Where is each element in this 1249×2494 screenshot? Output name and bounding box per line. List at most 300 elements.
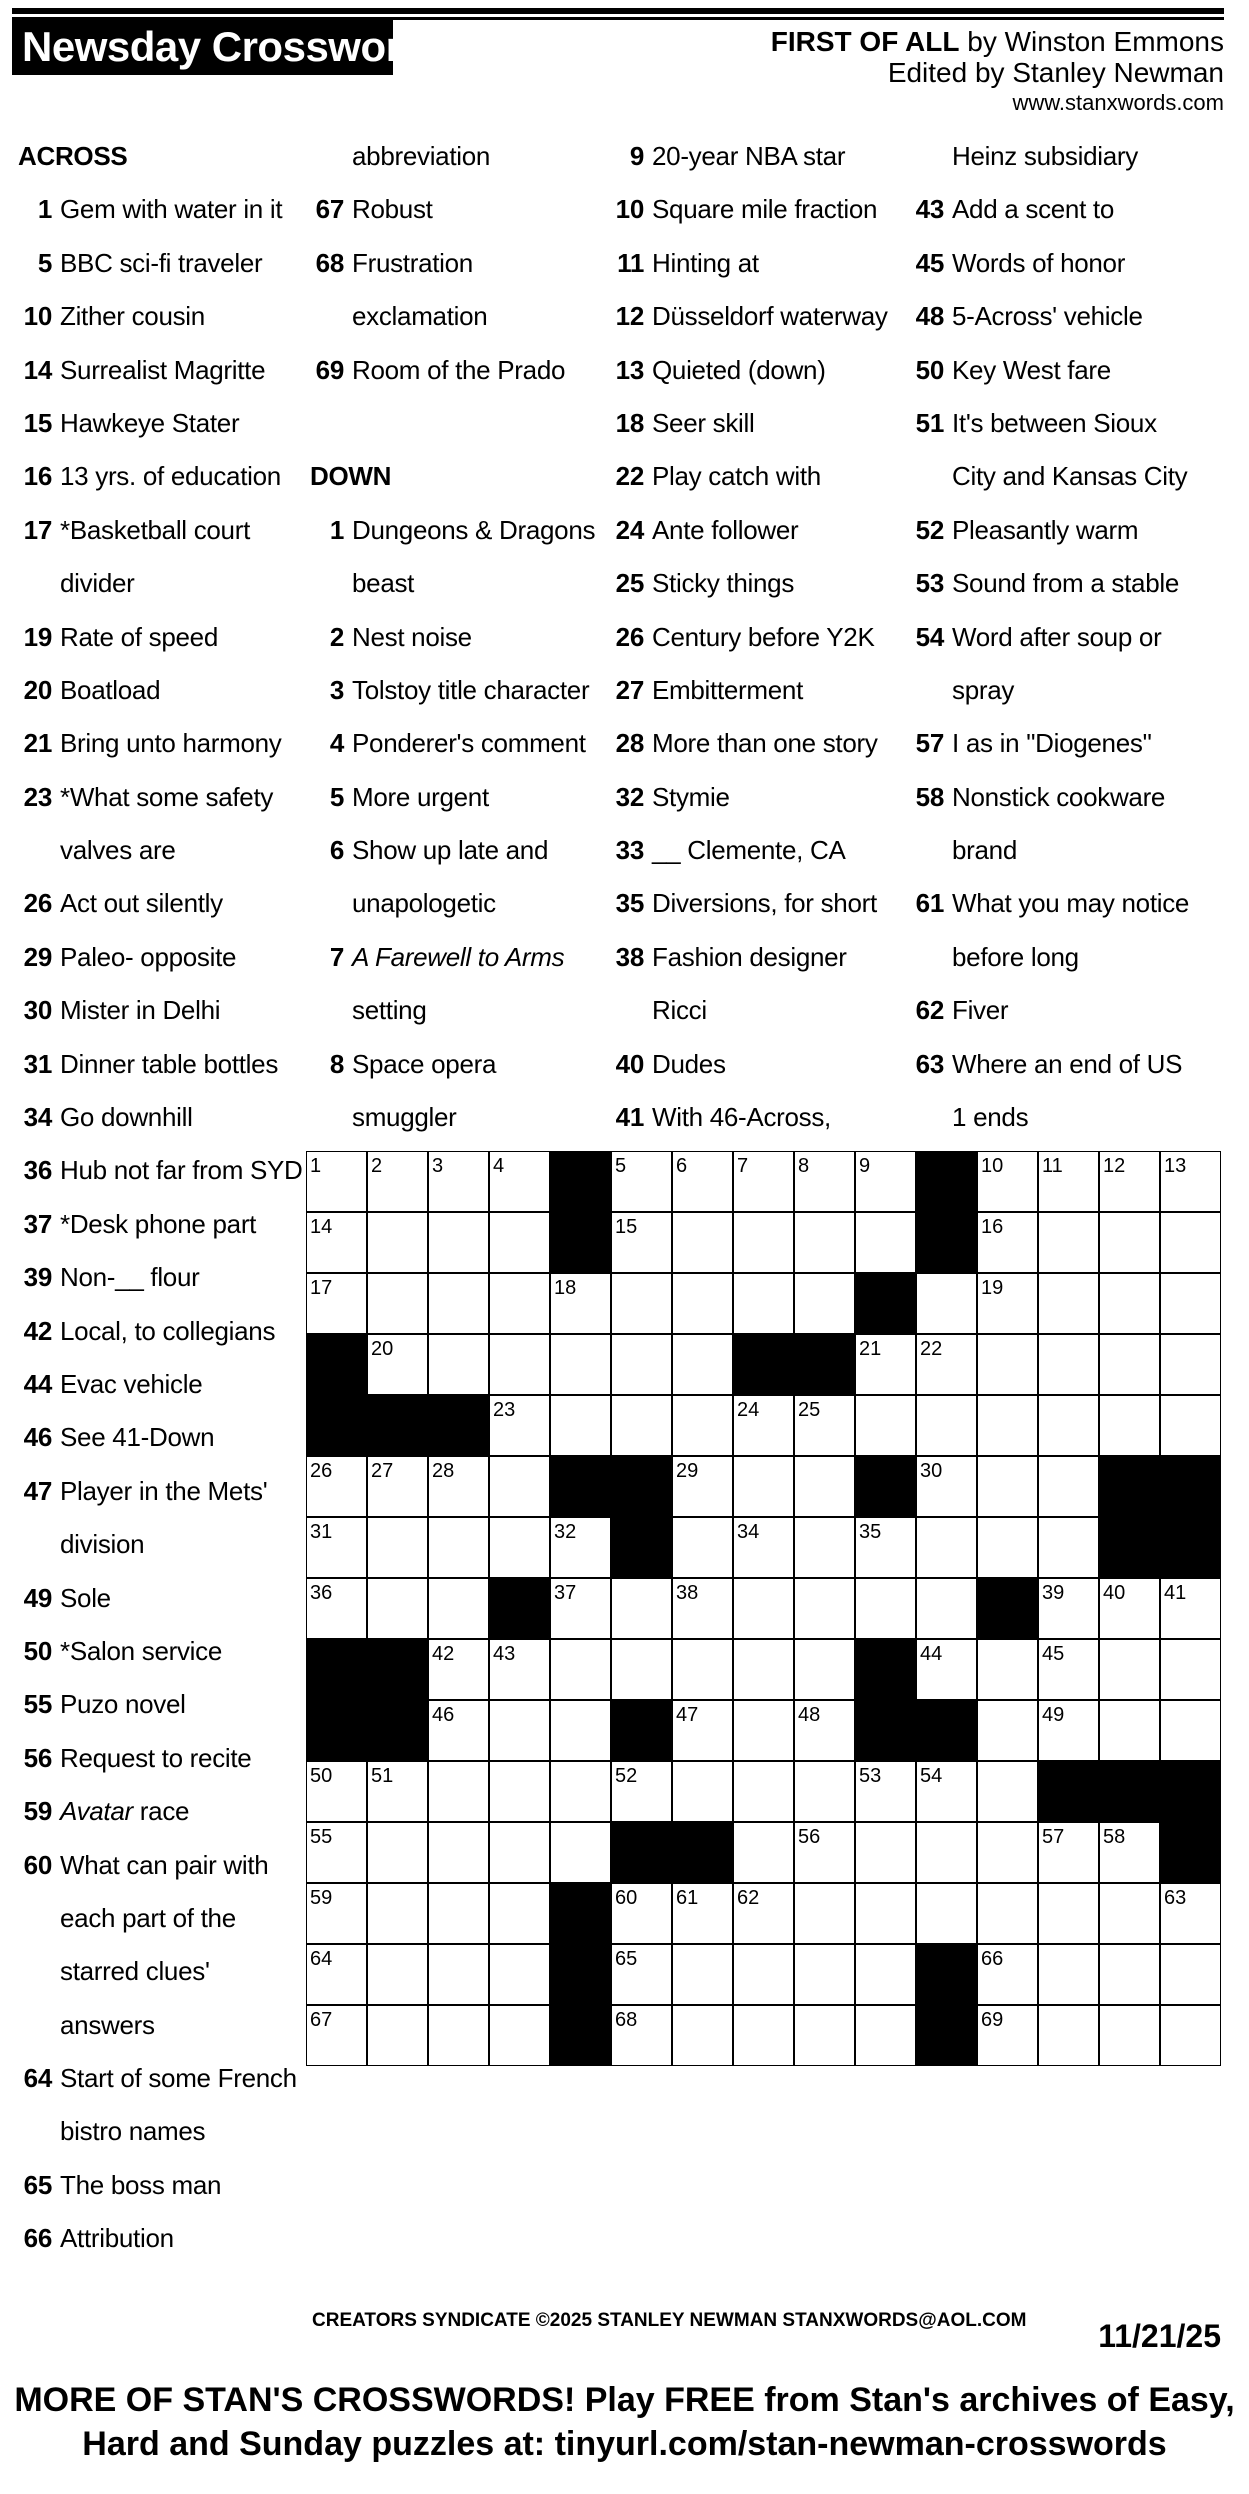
clue-number: 51	[915, 407, 944, 438]
grid-cell[interactable]	[794, 1456, 855, 1517]
clue	[610, 1091, 910, 1144]
clue	[310, 1038, 610, 1091]
clue-text: Room of the Prado	[352, 354, 566, 385]
cell-number: 47	[676, 1704, 699, 1726]
clue-number: 2	[329, 621, 344, 652]
clue	[18, 2159, 318, 2212]
grid-cell[interactable]	[794, 1639, 855, 1700]
clue	[910, 611, 1210, 664]
grid-block	[367, 1395, 428, 1456]
clue-continuation	[310, 1091, 610, 1144]
clue-text: answers	[60, 2009, 155, 2040]
grid-cell[interactable]	[794, 1883, 855, 1944]
clue-number: 58	[915, 781, 944, 812]
clue-text: Stymie	[652, 781, 730, 812]
clue-text: 5-Across' vehicle	[952, 301, 1143, 332]
grid-cell[interactable]	[1160, 1273, 1221, 1334]
grid-cell[interactable]	[977, 1822, 1038, 1883]
clue	[610, 771, 910, 824]
grid-cell[interactable]	[733, 1944, 794, 2005]
grid-cell[interactable]	[916, 1395, 977, 1456]
grid-cell[interactable]	[1038, 1944, 1099, 2005]
grid-cell[interactable]	[733, 1822, 794, 1883]
grid-cell[interactable]	[1099, 1700, 1160, 1761]
clue	[610, 1038, 910, 1091]
cell-number: 2	[371, 1155, 383, 1177]
clue-text: Key West fare	[952, 354, 1111, 385]
grid-cell[interactable]	[1160, 1639, 1221, 1700]
cell-number: 8	[798, 1155, 810, 1177]
grid-cell[interactable]	[367, 1273, 428, 1334]
grid-block	[1099, 1517, 1160, 1578]
grid-cell[interactable]	[489, 1212, 550, 1273]
clue-text: Diversions, for short	[652, 888, 877, 919]
clue	[18, 1198, 318, 1251]
grid-cell[interactable]	[855, 1944, 916, 2005]
clue-text: Fashion designer	[652, 941, 847, 972]
clue	[910, 183, 1210, 236]
clue	[910, 397, 1210, 450]
grid-cell[interactable]	[489, 1944, 550, 2005]
grid-cell[interactable]	[1160, 1212, 1221, 1273]
grid-cell[interactable]	[977, 1334, 1038, 1395]
grid-block	[916, 1212, 977, 1273]
clue-text: Tolstoy title character	[352, 674, 590, 705]
clue-text: Sole	[60, 1582, 111, 1613]
clue-text: What can pair with	[60, 1849, 269, 1880]
clue-text: brand	[952, 835, 1017, 866]
clue	[18, 1625, 318, 1678]
grid-cell[interactable]	[1160, 1700, 1221, 1761]
clue-text: smuggler	[352, 1102, 457, 1133]
clue	[910, 984, 1210, 1037]
grid-block	[306, 1395, 367, 1456]
clue-number: 66	[23, 2223, 52, 2254]
grid-cell[interactable]	[1038, 1334, 1099, 1395]
clue-text: BBC sci-fi traveler	[60, 247, 263, 278]
grid-cell[interactable]	[977, 1517, 1038, 1578]
grid-cell[interactable]	[367, 2005, 428, 2066]
cell-number: 58	[1103, 1826, 1126, 1848]
grid-cell[interactable]	[672, 1761, 733, 1822]
clue-text: Ricci	[652, 995, 707, 1026]
grid-cell[interactable]	[550, 1395, 611, 1456]
grid-block	[1160, 1456, 1221, 1517]
clue	[610, 183, 910, 236]
grid-cell[interactable]	[1038, 1517, 1099, 1578]
clue	[18, 1411, 318, 1464]
grid-cell[interactable]	[611, 1578, 672, 1639]
clue-text: valves are	[60, 835, 176, 866]
grid-cell[interactable]	[794, 2005, 855, 2066]
grid-cell[interactable]	[1038, 1456, 1099, 1517]
clue-number: 32	[615, 781, 644, 812]
clue-number: 47	[23, 1475, 52, 1506]
clue-number: 48	[915, 301, 944, 332]
clue-text: Space opera	[352, 1048, 497, 1079]
grid-cell[interactable]	[672, 1212, 733, 1273]
clue-number: 67	[315, 194, 344, 225]
grid-cell[interactable]	[794, 1944, 855, 2005]
cell-number: 18	[554, 1277, 577, 1299]
clue	[310, 344, 610, 397]
clue-text: Go downhill	[60, 1102, 193, 1133]
clue-text: Ponderer's comment	[352, 728, 586, 759]
clue-text: divider	[60, 568, 135, 599]
clue-number: 17	[23, 514, 52, 545]
grid-cell[interactable]	[977, 1883, 1038, 1944]
cell-number: 34	[737, 1521, 760, 1543]
cell-number: 69	[981, 2009, 1004, 2031]
clue-number: 5	[37, 247, 52, 278]
grid-cell[interactable]	[733, 1700, 794, 1761]
clue-number: 1	[329, 514, 344, 545]
grid-cell[interactable]	[1038, 1395, 1099, 1456]
grid-cell[interactable]	[1038, 1883, 1099, 1944]
grid-cell[interactable]	[855, 1212, 916, 1273]
grid-block	[1038, 1761, 1099, 1822]
grid-cell[interactable]	[733, 1212, 794, 1273]
clue-text: Nonstick cookware	[952, 781, 1166, 812]
grid-cell[interactable]	[794, 1578, 855, 1639]
grid-cell[interactable]	[1099, 2005, 1160, 2066]
crossword-grid[interactable]	[306, 1151, 1221, 2066]
grid-cell[interactable]	[489, 1822, 550, 1883]
cell-number: 66	[981, 1948, 1004, 1970]
grid-block	[550, 2005, 611, 2066]
clue-number: 55	[23, 1689, 52, 1720]
clue-text: Nest noise	[352, 621, 472, 652]
puzzle-date: 11/21/25	[1098, 2318, 1221, 2354]
grid-cell[interactable]	[1160, 2005, 1221, 2066]
clue-text: Hawkeye Stater	[60, 407, 240, 438]
clue-number: 3	[329, 674, 344, 705]
grid-cell[interactable]	[489, 1334, 550, 1395]
grid-cell[interactable]	[855, 1395, 916, 1456]
clue-continuation	[18, 557, 318, 610]
page-title: Newsday Crossword	[12, 18, 393, 75]
cell-number: 14	[310, 1216, 333, 1238]
clue	[310, 611, 610, 664]
grid-cell[interactable]	[672, 1639, 733, 1700]
grid-cell[interactable]	[550, 1639, 611, 1700]
clue-number: 68	[315, 247, 344, 278]
clue-continuation	[910, 931, 1210, 984]
cell-number: 68	[615, 2009, 638, 2031]
cell-number: 25	[798, 1399, 821, 1421]
clue-column-2	[310, 130, 610, 1144]
clue	[18, 1678, 318, 1731]
grid-block	[489, 1578, 550, 1639]
cell-number: 24	[737, 1399, 760, 1421]
cell-number: 35	[859, 1521, 882, 1543]
clue-continuation	[910, 1091, 1210, 1144]
grid-block	[611, 1822, 672, 1883]
grid-cell[interactable]	[1099, 1334, 1160, 1395]
cell-number: 32	[554, 1521, 577, 1543]
clue	[18, 877, 318, 930]
grid-cell[interactable]	[367, 1212, 428, 1273]
grid-block	[550, 1212, 611, 1273]
cell-number: 3	[432, 1155, 444, 1177]
clue	[18, 1465, 318, 1518]
grid-cell[interactable]	[672, 1944, 733, 2005]
clue-text: Mister in Delhi	[60, 995, 221, 1026]
grid-cell[interactable]	[733, 2005, 794, 2066]
grid-cell[interactable]	[916, 1883, 977, 1944]
grid-cell[interactable]	[550, 1822, 611, 1883]
clue-text: beast	[352, 568, 415, 599]
grid-cell[interactable]	[977, 1700, 1038, 1761]
grid-cell[interactable]	[855, 2005, 916, 2066]
grid-cell[interactable]	[489, 1700, 550, 1761]
clue-number: 18	[615, 407, 644, 438]
grid-block	[977, 1578, 1038, 1639]
clue	[910, 504, 1210, 557]
grid-block	[855, 1456, 916, 1517]
clue-text: More urgent	[352, 781, 489, 812]
clue-text: Start of some French	[60, 2063, 297, 2094]
grid-cell[interactable]	[367, 1883, 428, 1944]
grid-cell[interactable]	[1099, 1395, 1160, 1456]
clue-number: 34	[23, 1102, 52, 1133]
clue	[18, 183, 318, 236]
grid-cell[interactable]	[367, 1517, 428, 1578]
grid-block	[1160, 1822, 1221, 1883]
clue-number: 65	[23, 2169, 52, 2200]
cell-number: 21	[859, 1338, 882, 1360]
grid-cell[interactable]	[428, 1517, 489, 1578]
cell-number: 12	[1103, 1155, 1126, 1177]
grid-cell[interactable]	[428, 1212, 489, 1273]
cell-number: 26	[310, 1460, 333, 1482]
grid-block	[1160, 1761, 1221, 1822]
clue-text: Evac vehicle	[60, 1368, 203, 1399]
clue-number: 10	[615, 194, 644, 225]
clue-number: 39	[23, 1262, 52, 1293]
cell-number: 23	[493, 1399, 516, 1421]
grid-cell[interactable]	[1038, 1273, 1099, 1334]
grid-cell[interactable]	[672, 1517, 733, 1578]
grid-cell[interactable]	[916, 1273, 977, 1334]
clue-number: 44	[23, 1368, 52, 1399]
grid-cell[interactable]	[672, 1395, 733, 1456]
cell-number: 55	[310, 1826, 333, 1848]
grid-cell[interactable]	[855, 1883, 916, 1944]
grid-cell[interactable]	[733, 1273, 794, 1334]
grid-block	[916, 1944, 977, 2005]
grid-cell[interactable]	[611, 1395, 672, 1456]
clue-text: Paleo- opposite	[60, 941, 237, 972]
grid-cell[interactable]	[428, 1578, 489, 1639]
clue-number: 11	[617, 247, 644, 278]
clue-text: Dungeons & Dragons	[352, 514, 596, 545]
grid-cell[interactable]	[550, 1334, 611, 1395]
clue	[18, 397, 318, 450]
promo-line-2: Hard and Sunday puzzles at: tinyurl.com/stan-newman-crosswords	[82, 2425, 1167, 2463]
clue-number: 46	[23, 1422, 52, 1453]
promo-line-1: MORE OF STAN'S CROSSWORDS! Play FREE from Stan's archives of Easy,	[14, 2381, 1235, 2419]
grid-cell[interactable]	[489, 1456, 550, 1517]
grid-cell[interactable]	[367, 1578, 428, 1639]
grid-cell[interactable]	[1099, 1639, 1160, 1700]
grid-cell[interactable]	[489, 1761, 550, 1822]
grid-cell[interactable]	[733, 1639, 794, 1700]
clue-number: 24	[615, 514, 644, 545]
grid-cell[interactable]	[1099, 1212, 1160, 1273]
grid-cell[interactable]	[672, 2005, 733, 2066]
grid-cell[interactable]	[489, 1517, 550, 1578]
clue	[610, 557, 910, 610]
clue	[18, 664, 318, 717]
clue-text: It's between Sioux	[952, 407, 1157, 438]
grid-block	[916, 2005, 977, 2066]
cell-number: 44	[920, 1643, 943, 1665]
grid-cell[interactable]	[428, 1944, 489, 2005]
clue-number: 21	[23, 728, 52, 759]
clue-text: Player in the Mets'	[60, 1475, 268, 1506]
grid-cell[interactable]	[550, 1700, 611, 1761]
grid-cell[interactable]	[428, 2005, 489, 2066]
clue	[610, 130, 910, 183]
cell-number: 16	[981, 1216, 1004, 1238]
clue	[610, 877, 910, 930]
grid-cell[interactable]	[916, 1822, 977, 1883]
grid-cell[interactable]	[794, 1212, 855, 1273]
clue-text: Embitterment	[652, 674, 804, 705]
cell-number: 13	[1164, 1155, 1187, 1177]
clue-number: 57	[915, 728, 944, 759]
grid-cell[interactable]	[489, 1273, 550, 1334]
clue-number: 36	[23, 1155, 52, 1186]
cell-number: 10	[981, 1155, 1004, 1177]
clue	[18, 1358, 318, 1411]
clue-text: Local, to collegians	[60, 1315, 276, 1346]
clue	[18, 1091, 318, 1144]
clue-text: unapologetic	[352, 888, 496, 919]
grid-cell[interactable]	[1099, 1883, 1160, 1944]
clue-text: Surrealist Magritte	[60, 354, 266, 385]
clue-text: before long	[952, 941, 1079, 972]
clue-continuation	[310, 557, 610, 610]
clue-column-1	[18, 130, 318, 2266]
grid-cell[interactable]	[1160, 1334, 1221, 1395]
grid-cell[interactable]	[916, 1578, 977, 1639]
grid-cell[interactable]	[1038, 2005, 1099, 2066]
clue-number: 8	[329, 1048, 344, 1079]
clue-text: Word after soup or	[952, 621, 1162, 652]
grid-cell[interactable]	[1160, 1944, 1221, 2005]
grid-cell[interactable]	[1099, 1273, 1160, 1334]
clue	[310, 717, 610, 770]
grid-cell[interactable]	[733, 1456, 794, 1517]
clue	[610, 504, 910, 557]
grid-cell[interactable]	[733, 1578, 794, 1639]
clue-text: abbreviation	[352, 141, 491, 171]
grid-cell[interactable]	[855, 1578, 916, 1639]
grid-cell[interactable]	[733, 1761, 794, 1822]
clue-number: 13	[615, 354, 644, 385]
grid-cell[interactable]	[977, 1395, 1038, 1456]
grid-cell[interactable]	[672, 1273, 733, 1334]
grid-cell[interactable]	[1099, 1944, 1160, 2005]
website: www.stanxwords.com	[1012, 90, 1224, 115]
copyright-credit: CREATORS SYNDICATE ©2025 STANLEY NEWMAN STANXWORDS@AOL.COM	[312, 2310, 1027, 2331]
grid-cell[interactable]	[550, 1761, 611, 1822]
clue-text: Hinting at	[652, 247, 759, 278]
grid-cell[interactable]	[428, 1273, 489, 1334]
grid-cell[interactable]	[977, 1761, 1038, 1822]
grid-cell[interactable]	[611, 1334, 672, 1395]
cell-number: 28	[432, 1460, 455, 1482]
grid-cell[interactable]	[428, 1334, 489, 1395]
grid-cell[interactable]	[428, 1822, 489, 1883]
grid-cell[interactable]	[489, 1883, 550, 1944]
clue-text: See 41-Down	[60, 1422, 215, 1453]
cell-number: 1	[310, 1155, 322, 1177]
clue	[18, 931, 318, 984]
grid-cell[interactable]	[977, 1456, 1038, 1517]
clue-text: spray	[952, 674, 1015, 705]
grid-cell[interactable]	[672, 1334, 733, 1395]
clue	[18, 1038, 318, 1091]
grid-cell[interactable]	[611, 1273, 672, 1334]
clue-number: 31	[23, 1048, 52, 1079]
grid-cell[interactable]	[794, 1761, 855, 1822]
grid-cell[interactable]	[855, 1822, 916, 1883]
clue	[610, 344, 910, 397]
grid-cell[interactable]	[794, 1517, 855, 1578]
grid-block	[367, 1639, 428, 1700]
grid-cell[interactable]	[1038, 1212, 1099, 1273]
clue-number: 15	[23, 407, 52, 438]
grid-cell[interactable]	[428, 1883, 489, 1944]
cell-number: 17	[310, 1277, 333, 1299]
grid-cell[interactable]	[428, 1761, 489, 1822]
clue	[610, 664, 910, 717]
clue-text: More than one story	[652, 728, 878, 759]
cell-number: 61	[676, 1887, 699, 1909]
clue-text: 1 ends	[952, 1102, 1029, 1133]
clue-number: 59	[23, 1796, 52, 1827]
clue	[310, 824, 610, 877]
clue-text: each part of the	[60, 1902, 236, 1933]
grid-cell[interactable]	[977, 1639, 1038, 1700]
clue-text: setting	[352, 995, 427, 1026]
clue-number: 26	[23, 888, 52, 919]
grid-block	[855, 1700, 916, 1761]
clue-text: With 46-Across,	[652, 1102, 831, 1133]
clue-text: Add a scent to	[952, 194, 1115, 225]
clue	[18, 1785, 318, 1838]
grid-cell[interactable]	[1160, 1395, 1221, 1456]
grid-cell[interactable]	[367, 1822, 428, 1883]
cell-number: 51	[371, 1765, 394, 1787]
clue-continuation	[910, 130, 1210, 183]
grid-cell[interactable]	[916, 1517, 977, 1578]
clue-number: 45	[915, 247, 944, 278]
clue-number: 10	[23, 301, 52, 332]
cell-number: 4	[493, 1155, 505, 1177]
grid-block	[733, 1334, 794, 1395]
grid-cell[interactable]	[611, 1639, 672, 1700]
grid-cell[interactable]	[794, 1273, 855, 1334]
cell-number: 50	[310, 1765, 333, 1787]
grid-cell[interactable]	[489, 2005, 550, 2066]
cell-number: 20	[371, 1338, 394, 1360]
grid-cell[interactable]	[367, 1944, 428, 2005]
clue-text: division	[60, 1529, 145, 1560]
